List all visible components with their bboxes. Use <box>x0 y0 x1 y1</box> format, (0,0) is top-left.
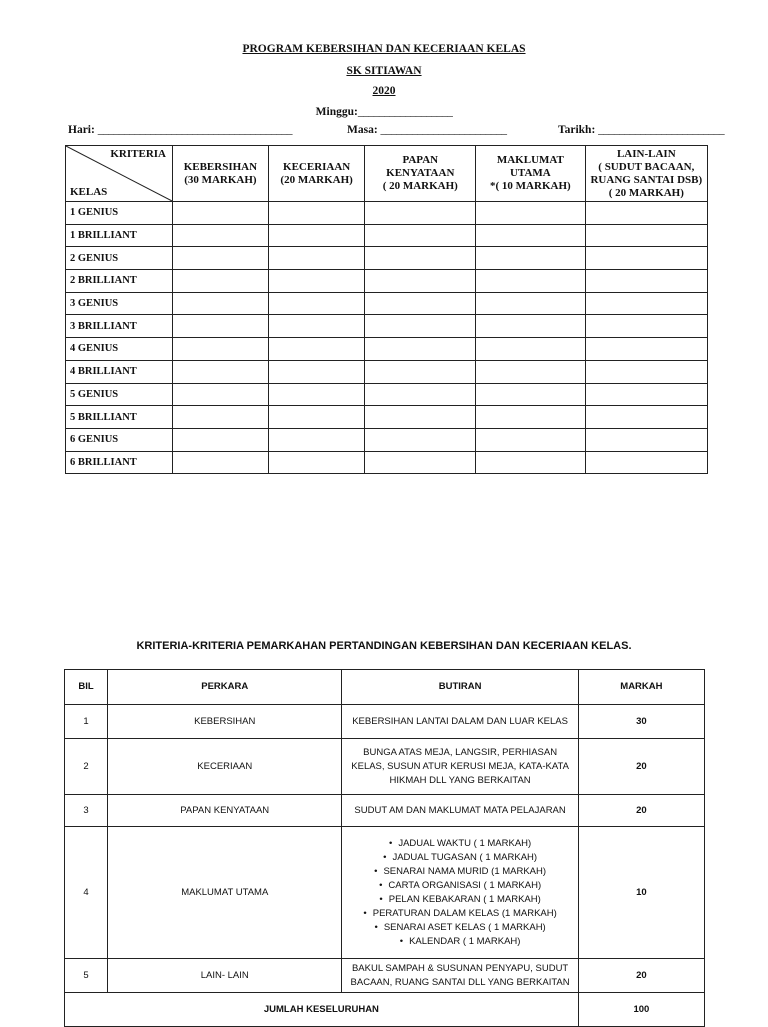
criteria-header-line: KECERIAAN <box>283 160 351 173</box>
criteria-perkara: PAPAN KENYATAAN <box>108 795 342 827</box>
score-cell[interactable] <box>173 406 269 429</box>
criteria-markah: 20 <box>578 739 704 795</box>
week-field <box>0 106 768 118</box>
date-blank[interactable]: ________________________ <box>598 124 725 136</box>
score-cell[interactable] <box>585 202 707 225</box>
criteria-item: • SENARAI NAMA MURID (1 MARKAH) <box>343 865 576 879</box>
total-row <box>65 993 705 1027</box>
class-name: 6 BRILLIANT <box>66 451 173 474</box>
score-cell[interactable] <box>173 247 269 270</box>
class-row <box>66 292 708 315</box>
score-cell[interactable] <box>585 292 707 315</box>
score-cell[interactable] <box>476 383 586 406</box>
criteria-col-header: BIL <box>65 670 108 705</box>
criteria-header-3 <box>476 146 586 202</box>
score-cell[interactable] <box>365 383 476 406</box>
score-cell[interactable] <box>173 292 269 315</box>
criteria-col-header: MARKAH <box>578 670 704 705</box>
score-cell[interactable] <box>476 202 586 225</box>
score-cell[interactable] <box>268 338 365 361</box>
class-name: 1 GENIUS <box>66 202 173 225</box>
class-row <box>66 315 708 338</box>
criteria-butiran: BUNGA ATAS MEJA, LANGSIR, PERHIASAN KELAS, SUSUN ATUR KERUSI MEJA, KATA-KATA HIKMAH DLL YANG BERKAITAN <box>342 739 578 795</box>
class-row <box>66 383 708 406</box>
criteria-header-line: ( SUDUT BACAAN, <box>598 160 695 173</box>
criteria-header-2 <box>365 146 476 202</box>
criteria-bil: 3 <box>65 795 108 827</box>
criteria-item: • PELAN KEBAKARAN ( 1 MARKAH) <box>343 893 576 907</box>
score-cell[interactable] <box>585 315 707 338</box>
score-cell[interactable] <box>268 315 365 338</box>
score-cell[interactable] <box>173 360 269 383</box>
score-cell[interactable] <box>268 292 365 315</box>
class-corner-label: KELAS <box>70 186 108 198</box>
week-blank[interactable]: __________________ <box>357 106 453 118</box>
score-cell[interactable] <box>365 224 476 247</box>
criteria-header-line: MAKLUMAT <box>496 154 564 166</box>
criteria-butiran <box>342 827 578 959</box>
criteria-row <box>65 827 705 959</box>
score-cell[interactable] <box>365 292 476 315</box>
criteria-item: • CARTA ORGANISASI ( 1 MARKAH) <box>343 879 576 893</box>
class-name: 2 BRILLIANT <box>66 270 173 293</box>
score-cell[interactable] <box>268 406 365 429</box>
score-cell[interactable] <box>365 406 476 429</box>
score-cell[interactable] <box>365 338 476 361</box>
criteria-header-line: KEBERSIHAN <box>183 160 258 173</box>
class-name: 5 GENIUS <box>66 383 173 406</box>
criteria-header-4 <box>585 146 707 202</box>
criteria-bil: 1 <box>65 705 108 739</box>
criteria-header-line: ( 20 MARKAH) <box>608 186 684 199</box>
criteria-body <box>65 705 705 1027</box>
class-name: 5 BRILLIANT <box>66 406 173 429</box>
score-cell[interactable] <box>585 360 707 383</box>
score-cell[interactable] <box>268 270 365 293</box>
criteria-row <box>65 959 705 993</box>
criteria-header-line: RUANG SANTAI DSB) <box>590 173 703 186</box>
criteria-perkara: KECERIAAN <box>108 739 342 795</box>
criteria-markah: 10 <box>578 827 704 959</box>
date-label: Tarikh: <box>558 124 596 136</box>
score-cell[interactable] <box>268 202 365 225</box>
year: 2020 <box>372 85 396 97</box>
score-cell[interactable] <box>365 202 476 225</box>
week-label: Minggu: <box>315 106 358 118</box>
criteria-header-line: PAPAN <box>402 154 439 166</box>
class-name: 2 GENIUS <box>66 247 173 270</box>
criteria-header-line: KENYATAAN <box>386 167 455 179</box>
class-row <box>66 428 708 451</box>
criteria-table <box>64 669 705 1027</box>
score-cell[interactable] <box>173 315 269 338</box>
score-cell[interactable] <box>476 224 586 247</box>
criteria-header-0 <box>173 146 269 202</box>
criteria-markah: 20 <box>578 795 704 827</box>
criteria-corner-label: KRITERIA <box>110 148 166 160</box>
score-cell[interactable] <box>173 383 269 406</box>
criteria-bil: 5 <box>65 959 108 993</box>
criteria-markah: 30 <box>578 705 704 739</box>
criteria-title: KRITERIA-KRITERIA PEMARKAHAN PERTANDINGAN KEBERSIHAN DAN KECERIAAN KELAS. <box>136 640 632 652</box>
score-table <box>65 145 708 474</box>
criteria-header-line: (20 MARKAH) <box>280 173 353 186</box>
score-cell[interactable] <box>585 406 707 429</box>
time-field <box>347 124 507 136</box>
time-blank[interactable]: ________________________ <box>380 124 507 136</box>
score-cell[interactable] <box>365 428 476 451</box>
score-cell[interactable] <box>173 270 269 293</box>
class-row <box>66 338 708 361</box>
criteria-header-line: ( 20 MARKAH) <box>382 180 458 192</box>
time-label: Masa: <box>347 124 378 136</box>
score-cell[interactable] <box>365 360 476 383</box>
score-cell[interactable] <box>365 247 476 270</box>
criteria-row <box>65 705 705 739</box>
criteria-item: • JADUAL TUGASAN ( 1 MARKAH) <box>343 851 576 865</box>
criteria-row <box>65 739 705 795</box>
criteria-bil: 4 <box>65 827 108 959</box>
score-cell[interactable] <box>268 428 365 451</box>
score-cell[interactable] <box>476 315 586 338</box>
score-cell[interactable] <box>476 338 586 361</box>
class-row <box>66 224 708 247</box>
criteria-row <box>65 795 705 827</box>
score-cell[interactable] <box>476 451 586 474</box>
criteria-bil: 2 <box>65 739 108 795</box>
criteria-item: • SENARAI ASET KELAS ( 1 MARKAH) <box>343 921 576 935</box>
class-row <box>66 270 708 293</box>
criteria-header-line: *( 10 MARKAH) <box>490 180 571 192</box>
score-header-row <box>66 146 708 202</box>
score-cell[interactable] <box>173 428 269 451</box>
class-row <box>66 406 708 429</box>
date-field <box>558 124 724 136</box>
class-row <box>66 451 708 474</box>
total-label: JUMLAH KESELURUHAN <box>65 993 579 1027</box>
score-cell[interactable] <box>173 224 269 247</box>
criteria-header-row <box>65 670 705 705</box>
criteria-item: • PERATURAN DALAM KELAS (1 MARKAH) <box>343 907 576 921</box>
score-body <box>66 202 708 474</box>
score-cell[interactable] <box>476 428 586 451</box>
score-cell[interactable] <box>585 383 707 406</box>
criteria-header-1 <box>268 146 365 202</box>
class-row <box>66 360 708 383</box>
score-cell[interactable] <box>173 338 269 361</box>
criteria-item: • JADUAL WAKTU ( 1 MARKAH) <box>343 837 576 851</box>
criteria-perkara: MAKLUMAT UTAMA <box>108 827 342 959</box>
score-cell[interactable] <box>268 451 365 474</box>
score-cell[interactable] <box>365 270 476 293</box>
criteria-header-line: (30 MARKAH) <box>184 173 257 186</box>
score-cell[interactable] <box>268 224 365 247</box>
day-field <box>68 124 292 136</box>
score-cell[interactable] <box>268 247 365 270</box>
criteria-header-line: LAIN-LAIN <box>616 147 676 160</box>
class-name: 6 GENIUS <box>66 428 173 451</box>
class-name: 3 BRILLIANT <box>66 315 173 338</box>
school-name: SK SITIAWAN <box>346 65 422 77</box>
criteria-markah: 20 <box>578 959 704 993</box>
criteria-butiran: SUDUT AM DAN MAKLUMAT MATA PELAJARAN <box>342 795 578 827</box>
program-title: PROGRAM KEBERSIHAN DAN KECERIAAN KELAS <box>242 43 526 55</box>
class-name: 3 GENIUS <box>66 292 173 315</box>
score-cell[interactable] <box>585 270 707 293</box>
score-cell[interactable] <box>585 224 707 247</box>
score-cell[interactable] <box>585 338 707 361</box>
class-row <box>66 247 708 270</box>
class-name: 1 BRILLIANT <box>66 224 173 247</box>
score-cell[interactable] <box>476 406 586 429</box>
score-cell[interactable] <box>173 451 269 474</box>
score-cell[interactable] <box>173 202 269 225</box>
criteria-perkara: LAIN- LAIN <box>108 959 342 993</box>
score-cell[interactable] <box>268 383 365 406</box>
score-cell[interactable] <box>476 270 586 293</box>
score-cell[interactable] <box>365 315 476 338</box>
criteria-item: • KALENDAR ( 1 MARKAH) <box>343 935 576 949</box>
criteria-col-header: PERKARA <box>108 670 342 705</box>
corner-cell <box>66 146 173 202</box>
score-cell[interactable] <box>268 360 365 383</box>
score-cell[interactable] <box>585 451 707 474</box>
day-blank[interactable]: _____________________________________ <box>97 124 292 136</box>
day-label: Hari: <box>68 124 95 136</box>
score-cell[interactable] <box>365 451 476 474</box>
total-value: 100 <box>578 993 704 1027</box>
score-cell[interactable] <box>476 360 586 383</box>
criteria-item-list <box>343 835 576 951</box>
score-cell[interactable] <box>585 247 707 270</box>
class-row <box>66 202 708 225</box>
criteria-perkara: KEBERSIHAN <box>108 705 342 739</box>
score-cell[interactable] <box>476 292 586 315</box>
criteria-header-line: UTAMA <box>509 167 551 179</box>
criteria-butiran: BAKUL SAMPAH & SUSUNAN PENYAPU, SUDUT BACAAN, RUANG SANTAI DLL YANG BERKAITAN <box>342 959 578 993</box>
criteria-col-header: BUTIRAN <box>342 670 578 705</box>
class-name: 4 GENIUS <box>66 338 173 361</box>
score-cell[interactable] <box>585 428 707 451</box>
class-name: 4 BRILLIANT <box>66 360 173 383</box>
criteria-butiran: KEBERSIHAN LANTAI DALAM DAN LUAR KELAS <box>342 705 578 739</box>
score-cell[interactable] <box>476 247 586 270</box>
